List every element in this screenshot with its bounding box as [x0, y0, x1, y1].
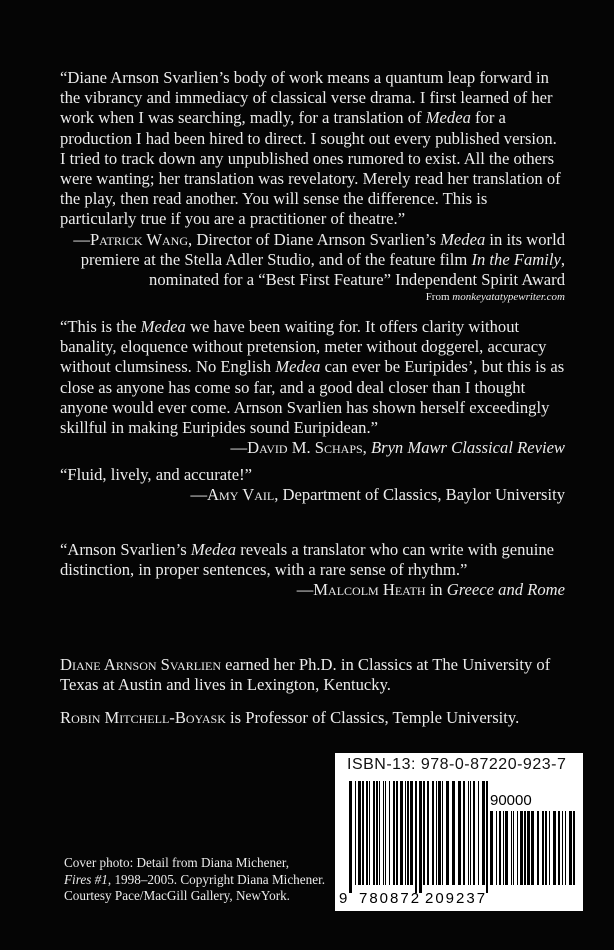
- attribution-text: , Director of Diane Arnson Svarlien’s: [188, 229, 441, 249]
- barcode-bar: [446, 781, 449, 885]
- quote-patrick-wang: [60, 68, 565, 304]
- quote-attribution: [60, 580, 565, 600]
- attribution-name: —Patrick Wang: [73, 229, 189, 249]
- barcode-bar: [358, 781, 361, 885]
- attribution-text: , Department of Classics, Baylor University: [274, 485, 565, 505]
- quote-david-schaps: [60, 317, 565, 458]
- attribution-text: ,: [362, 438, 371, 458]
- barcode-bar: [511, 811, 512, 885]
- quote-text-italic: Medea: [425, 108, 471, 128]
- bio-name: Diane Arnson Svarlien: [60, 655, 222, 674]
- quote-text-italic: Medea: [140, 317, 186, 336]
- quote-amy-vail: [60, 465, 565, 505]
- attribution-text: in its world: [485, 229, 565, 249]
- barcode-bar: [385, 781, 386, 885]
- barcode-bar: [379, 781, 380, 885]
- credit-line: Cover photo: Detail from Diana Michener,: [64, 855, 290, 870]
- barcode-graphic: [335, 753, 583, 911]
- barcode-bar: [458, 781, 461, 885]
- barcode-bar: [520, 811, 523, 885]
- credit-line: , 1998–2005. Copyright Diana Michener.: [107, 871, 326, 887]
- barcode-bar: [400, 781, 403, 885]
- barcode-bar: [415, 781, 417, 893]
- barcode-bar: [569, 811, 572, 885]
- barcode-bar: [562, 811, 563, 885]
- attribution-name: —Amy Vail: [190, 485, 275, 505]
- barcode-bar: [366, 781, 368, 885]
- attribution-italic: Bryn Mawr Classical Review: [370, 438, 565, 458]
- barcode-bar: [427, 781, 429, 885]
- isbn-label: ISBN-13: 978-0-87220-923-7: [347, 756, 567, 773]
- barcode-bar: [376, 781, 378, 885]
- barcode-bar: [423, 781, 425, 885]
- barcode-lead-digit: 9: [339, 890, 348, 907]
- barcode-bar: [496, 811, 497, 885]
- attribution-italic: Medea: [440, 229, 486, 249]
- barcode-bar: [463, 781, 465, 885]
- barcode-bar: [369, 781, 370, 885]
- barcode-bar: [558, 811, 560, 885]
- attribution-text: premiere at the Stella Adler Studio, and of the feature film: [80, 249, 472, 269]
- bio-text: is Professor of Classics, Temple University.: [225, 708, 520, 727]
- quote-text-part: “Diane Arnson Svarlien’s body of work means a quantum leap forward in the vibrancy and immediacy of classical verse drama. I first learned of her work when I was searching, madly, for a translation of: [60, 68, 553, 128]
- bio-translator: [60, 655, 565, 695]
- quote-text: [60, 317, 565, 438]
- barcode-bar: [405, 781, 406, 885]
- barcode-bar: [383, 781, 384, 885]
- quote-text-part: can ever be Euripides’, but this is as close as anyone has come so far, and a good deal closer than I thought anyone would ever come. Arnson Svarlien has shown herself exceedingly skillful in making Euripides sound Euripidean.”: [60, 357, 565, 438]
- quote-source: [60, 290, 565, 304]
- quote-attribution: [60, 485, 565, 505]
- barcode-digits-right: 209237: [425, 890, 488, 907]
- quote-text-part: “This is the: [60, 317, 141, 336]
- barcode-bar: [482, 781, 485, 885]
- barcode-bar: [389, 781, 390, 885]
- barcode-bar: [349, 781, 352, 893]
- credit-line: Courtesy Pace/MacGill Gallery, NewYork.: [64, 888, 290, 904]
- attribution-name: —David M. Schaps: [230, 438, 363, 458]
- barcode-bar: [355, 781, 356, 885]
- quote-text-part: “Arnson Svarlien’s: [60, 540, 191, 559]
- barcode-digits-left: 780872: [359, 890, 422, 907]
- barcode-bar: [490, 811, 493, 885]
- barcode-bar: [545, 811, 547, 885]
- barcode-bar: [442, 781, 443, 885]
- attribution-italic: Greece and Rome: [446, 580, 565, 600]
- barcode-bar: [473, 781, 475, 885]
- isbn-barcode: [335, 753, 583, 911]
- barcode-bar: [549, 811, 550, 885]
- source-prefix: From: [425, 291, 453, 304]
- barcode-bar: [468, 781, 469, 885]
- barcode-bar: [505, 811, 508, 885]
- artwork-title: Fires #1: [64, 871, 108, 887]
- barcode-bar: [513, 811, 514, 885]
- barcode-bar: [527, 811, 530, 885]
- barcode-bar: [419, 781, 422, 893]
- attribution-italic: In the Family: [471, 249, 561, 269]
- cover-photo-credit: [64, 855, 344, 905]
- barcode-bar: [553, 811, 556, 885]
- quote-text-italic: Medea: [275, 357, 321, 377]
- attribution-text: in: [425, 580, 447, 600]
- barcode-bar: [373, 781, 375, 885]
- barcode-bar: [531, 811, 534, 885]
- source-link-text: monkeyatatypewriter.com: [452, 291, 565, 304]
- quote-attribution: [60, 438, 565, 458]
- price-barcode-bars: [490, 811, 575, 885]
- barcode-bar: [503, 811, 504, 885]
- barcode-bar: [407, 781, 409, 885]
- price-code-digits: 90000: [490, 792, 532, 809]
- quote-text-italic: Medea: [190, 540, 237, 559]
- barcode-bar: [542, 811, 544, 885]
- barcode-bar: [478, 781, 479, 885]
- barcode-bar: [517, 811, 518, 885]
- barcode-bar: [362, 781, 364, 885]
- attribution-name: —Malcolm Heath: [296, 580, 426, 600]
- bio-text: earned her Ph.D. in Classics at The University of Texas at Austin and lives in Lexington, Kentucky.: [60, 655, 551, 695]
- barcode-bar: [410, 781, 413, 885]
- bio-name: Robin Mitchell-Boyask: [60, 708, 226, 727]
- attribution-text: nominated for a “Best First Feature” Independent Spirit Award: [149, 270, 565, 290]
- barcode-bar: [499, 811, 501, 885]
- barcode-bar: [486, 781, 488, 893]
- quote-text-part: we have been waiting for. It offers clarity without banality, eloquence without pretension, meter without doggerel, accuracy without clumsiness. No English: [60, 317, 547, 377]
- main-barcode-bars: [349, 781, 488, 893]
- quote-text: [60, 68, 565, 230]
- barcode-bar: [452, 781, 455, 885]
- barcode-bar: [438, 781, 441, 885]
- barcode-bar: [470, 781, 471, 885]
- barcode-bar: [436, 781, 437, 885]
- quote-text: “Fluid, lively, and accurate!”: [60, 465, 252, 484]
- barcode-bar: [537, 811, 539, 885]
- barcode-bar: [393, 781, 395, 885]
- barcode-bar: [565, 811, 566, 885]
- quote-text-part: reveals a translator who can write with genuine distinction, in proper sentences, with a rare sense of rhythm.”: [60, 540, 554, 580]
- barcode-bar: [396, 781, 398, 885]
- barcode-bar: [573, 811, 575, 885]
- quote-text: [60, 540, 565, 580]
- barcode-bar: [432, 781, 434, 885]
- barcode-bar: [524, 811, 526, 885]
- attribution-text: ,: [560, 249, 565, 269]
- bio-introduction-author: [60, 708, 565, 728]
- quote-text-part: for a production I had been hired to direct. I sought out every published version. I tried to track down any unpublished ones rumored to exist. All the others were wanting; her translation was revelatory. Merely read her translation of the play, then read another. You will sense the difference. This is particularly true if you are a practitioner of theatre.”: [60, 108, 561, 229]
- quote-malcolm-heath: [60, 540, 565, 601]
- quote-attribution: [60, 230, 565, 291]
